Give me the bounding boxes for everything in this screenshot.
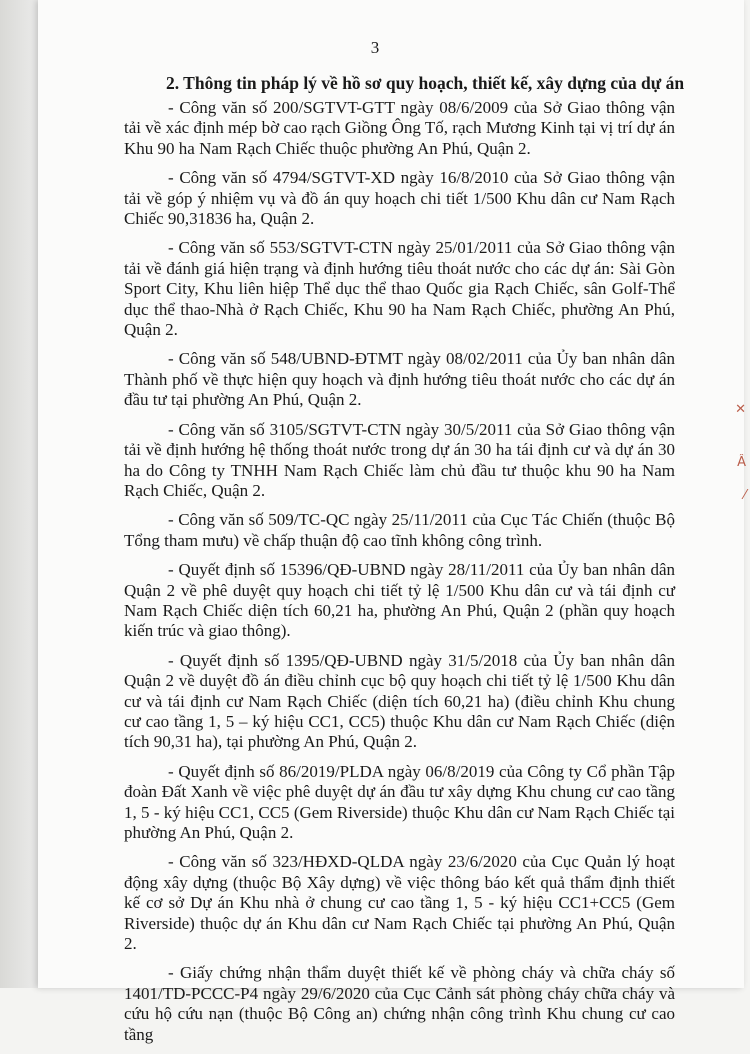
paragraph-5: - Công văn số 3105/SGTVT-CTN ngày 30/5/2011 của Sở Giao thông vận tải về định hướng hệ thống thoát nước trong dự án 30 ha tái định cư và dự án 30 ha do Công ty TNHH Nam Rạch Chiếc làm chủ đầu tư thuộc khu 90 ha Nam Rạch Chiếc, Quận 2. — [124, 419, 675, 500]
paragraph-1: - Công văn số 200/SGTVT-GTT ngày 08/6/2009 của Sở Giao thông vận tải về xác định mép bờ cao rạch Giồng Ông Tố, rạch Mương Kinh tại vị trí dự án Khu 90 ha Nam Rạch Chiếc thuộc phường An Phú, Quận 2. — [124, 98, 675, 158]
paragraph-10: - Công văn số 323/HĐXD-QLDA ngày 23/6/2020 của Cục Quản lý hoạt động xây dựng (thuộc Bộ Xây dựng) về việc thông báo kết quả thẩm định thiết kế cơ sở Dự án Khu nhà ở chung cư cao tầng 1, 5 - ký hiệu CC1+CC5 (Gem Riverside) thuộc dự án Khu dân cư Nam Rạch Chiếc tại phường An Phú, Quận 2. — [124, 852, 675, 954]
stamp-bleed-mark: ⁄ — [743, 488, 746, 503]
paragraph-11: - Giấy chứng nhận thẩm duyệt thiết kế về phòng cháy và chữa cháy số 1401/TD-PCCC-P4 ngày 29/6/2020 của Cục Cảnh sát phòng cháy chữa cháy và cứu hộ cứu nạn (thuộc Bộ Công an) chứng nhận công trình Khu chung cư cao tầng — [124, 963, 675, 1044]
page-number: 3 — [370, 38, 380, 57]
page-edge-shadow — [0, 0, 38, 988]
stamp-bleed-mark: ✕ — [735, 402, 746, 417]
paragraph-9: - Quyết định số 86/2019/PLDA ngày 06/8/2019 của Công ty Cổ phần Tập đoàn Đất Xanh về việc phê duyệt dự án đầu tư xây dựng Khu chung cư cao tầng 1, 5 - ký hiệu CC1, CC5 (Gem Riverside) thuộc Khu dân cư Nam Rạch Chiếc tại phường An Phú, Quận 2. — [124, 761, 675, 842]
paragraph-6: - Công văn số 509/TC-QC ngày 25/11/2011 của Cục Tác Chiến (thuộc Bộ Tổng tham mưu) về chấp thuận độ cao tĩnh không công trình. — [124, 510, 675, 550]
stamp-bleed-mark: Â — [737, 455, 746, 470]
paragraph-7: - Quyết định số 15396/QĐ-UBND ngày 28/11/2011 của Ủy ban nhân dân Quận 2 về phê duyệt quy hoạch chi tiết tỷ lệ 1/500 Khu dân cư và tái định cư Nam Rạch Chiếc diện tích 60,21 ha, phường An Phú, Quận 2 (phần quy hoạch kiến trúc và giao thông). — [124, 560, 675, 641]
paragraph-8: - Quyết định số 1395/QĐ-UBND ngày 31/5/2018 của Ủy ban nhân dân Quận 2 về duyệt đồ án điều chỉnh cục bộ quy hoạch chi tiết tỷ lệ 1/500 Khu dân cư và tái định cư Nam Rạch Chiếc (diện tích 60,21 ha) (điều chỉnh Khu chung cư cao tầng 1, 5 – ký hiệu CC1, CC5) thuộc Khu dân cư Nam Rạch Chiếc (diện tích 90,31 ha), tại phường An Phú, Quận 2. — [124, 650, 675, 752]
paragraph-4: - Công văn số 548/UBND-ĐTMT ngày 08/02/2011 của Ủy ban nhân dân Thành phố về thực hiện quy hoạch và định hướng tiêu thoát nước cho các dự án đầu tư tại phường An Phú, Quận 2. — [124, 349, 675, 410]
section-heading: 2. Thông tin pháp lý về hồ sơ quy hoạch, thiết kế, xây dựng của dự án — [166, 73, 685, 93]
paragraph-2: - Công văn số 4794/SGTVT-XD ngày 16/8/2010 của Sở Giao thông vận tải về góp ý nhiệm vụ và đồ án quy hoạch chi tiết 1/500 Khu dân cư Nam Rạch Chiếc 90,31836 ha, Quận 2. — [124, 168, 675, 229]
paragraph-3: - Công văn số 553/SGTVT-CTN ngày 25/01/2011 của Sở Giao thông vận tải về đánh giá hiện trạng và định hướng tiêu thoát nước cho các dự án: Sài Gòn Sport City, Khu liên hiệp Thể dục thể thao Quốc gia Rạch Chiếc, sân Golf-Thể dục thể thao-Nhà ở Rạch Chiếc, Khu 90 ha Nam Rạch Chiếc, phường An Phú, Quận 2. — [124, 238, 675, 340]
document-body — [124, 72, 685, 1054]
